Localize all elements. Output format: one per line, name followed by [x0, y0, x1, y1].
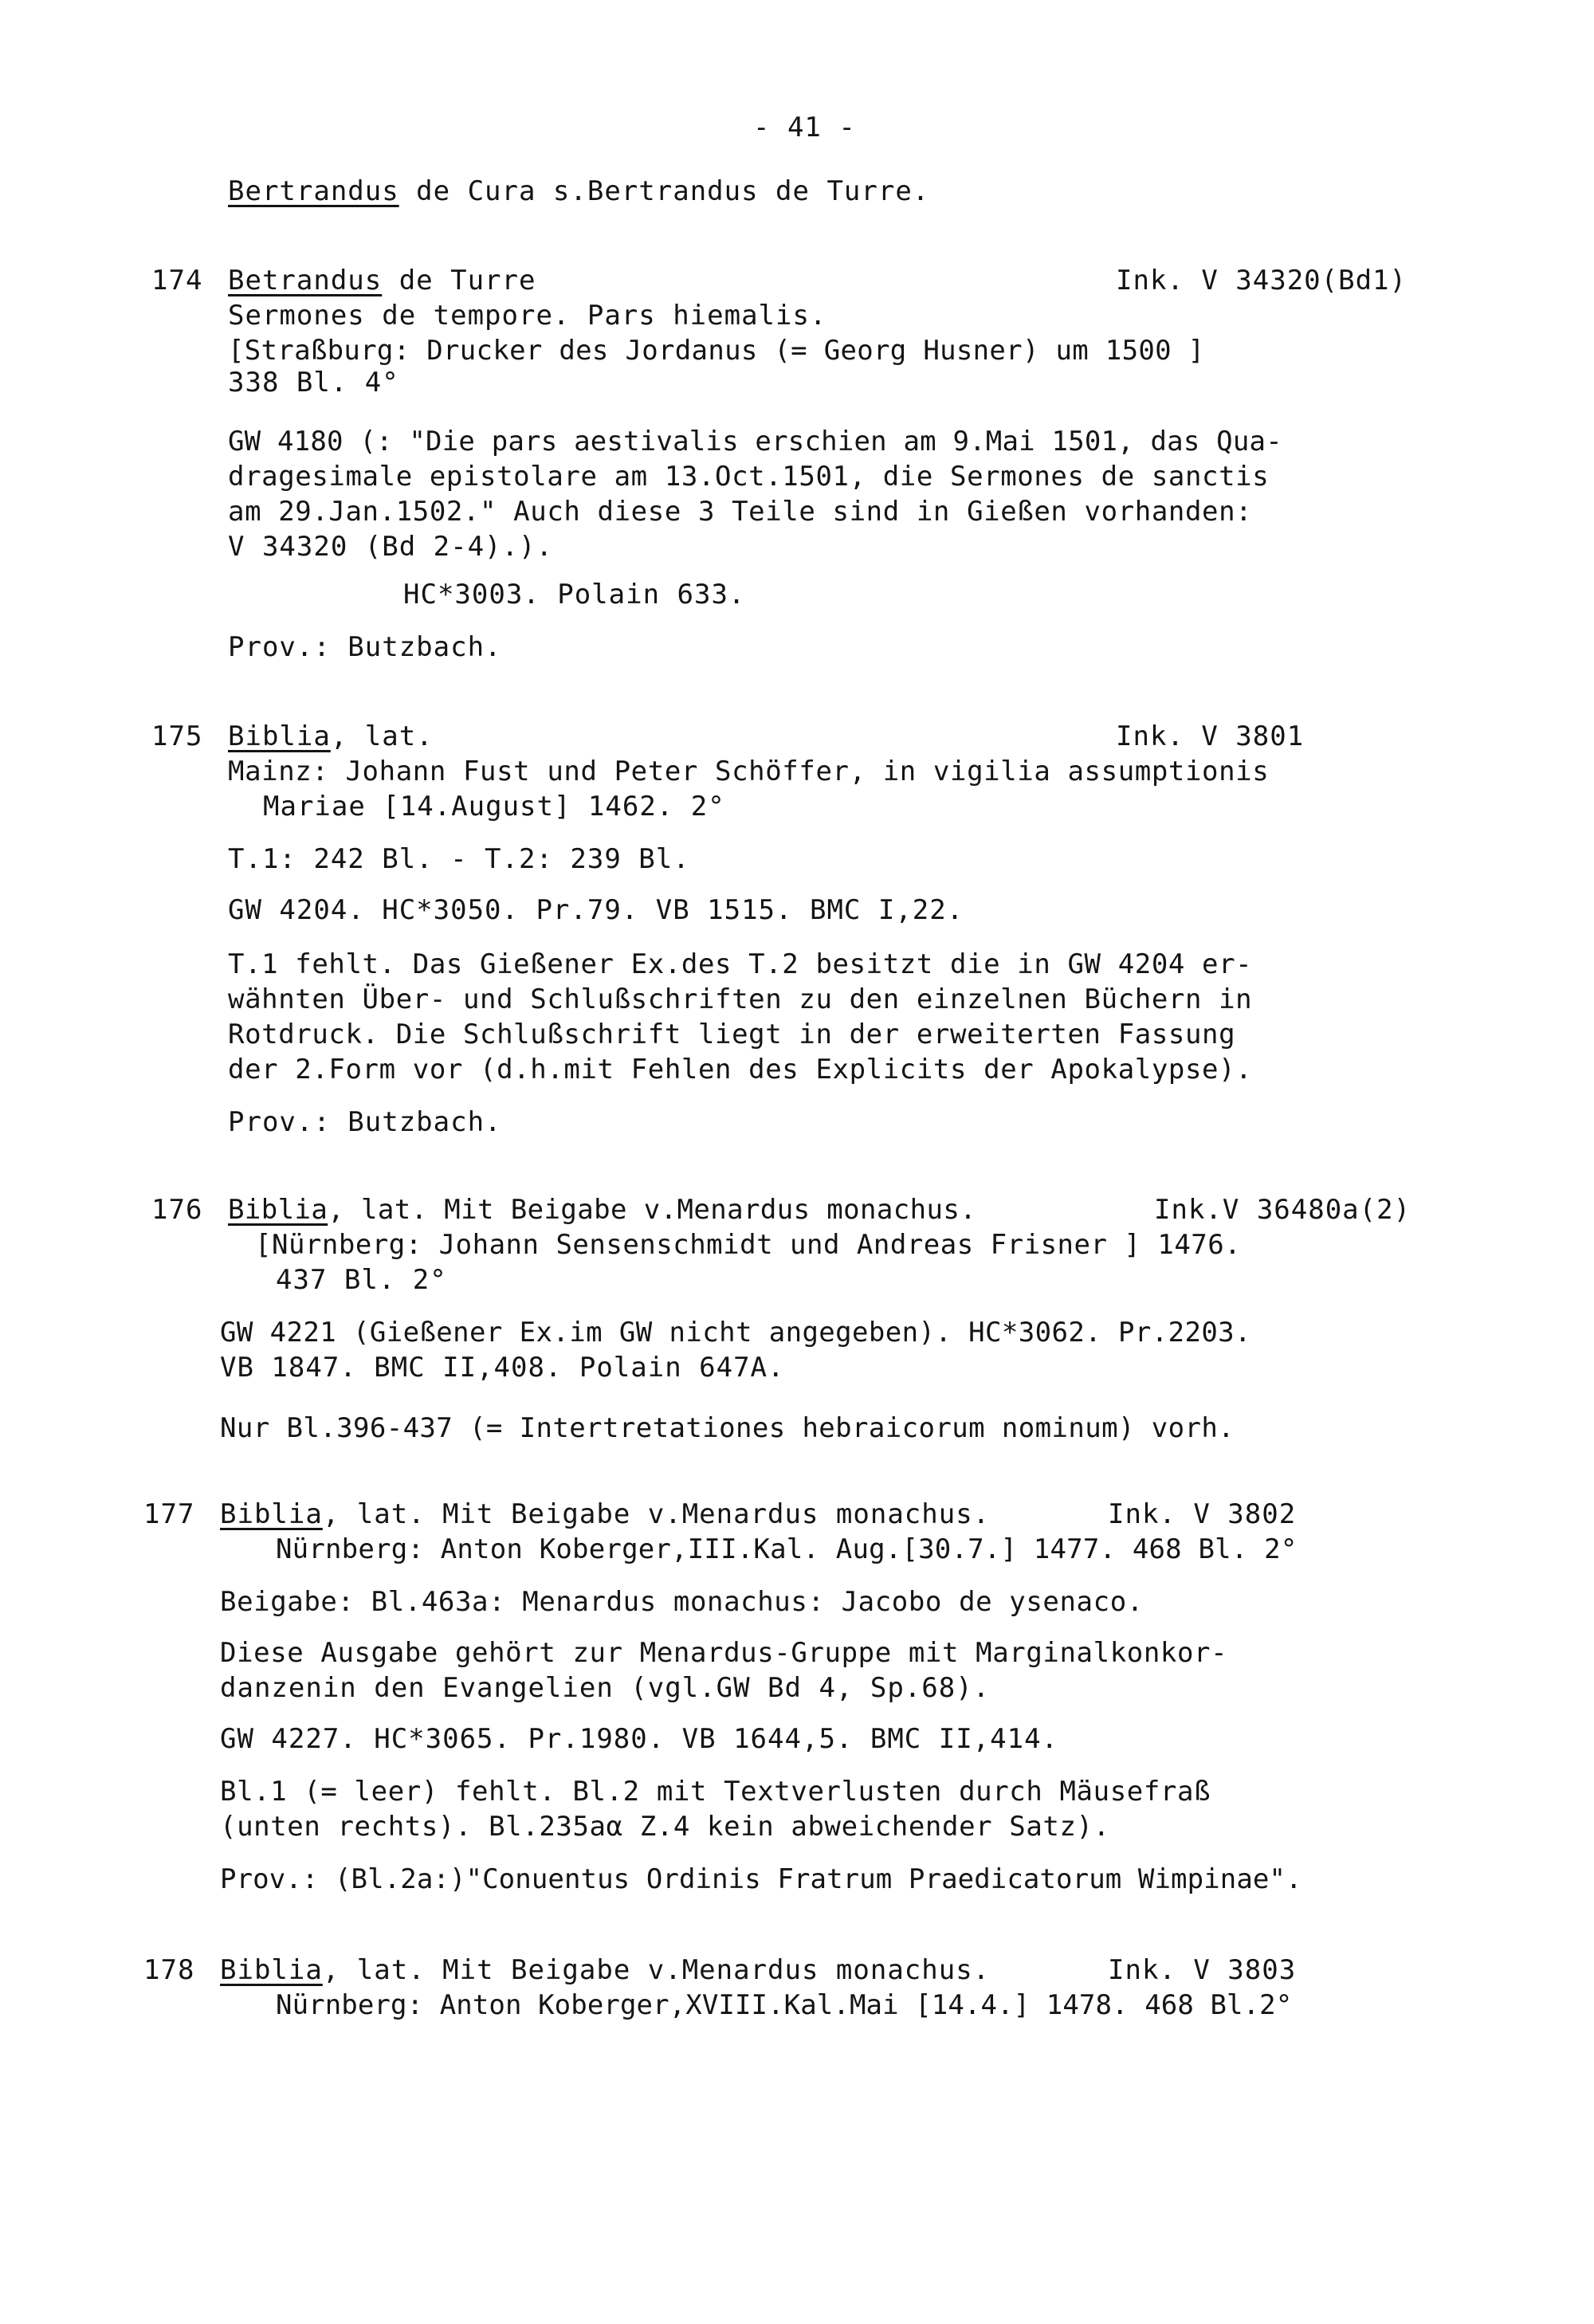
entry-line: Mariae [14.August] 1462. 2° — [263, 791, 725, 822]
entry-line: Rotdruck. Die Schlußschrift liegt in der erweiterten Fassung — [228, 1019, 1236, 1050]
entry-line: wähnten Über- und Schlußschriften zu den einzelnen Büchern in — [228, 983, 1253, 1015]
entry-line: GW 4180 (: "Die pars aestivalis erschien am 9.Mai 1501, das Qua- — [228, 426, 1282, 457]
entry-line: GW 4204. HC*3050. Pr.79. VB 1515. BMC I,22. — [228, 894, 964, 926]
entry-line: danzenin den Evangelien (vgl.GW Bd 4, Sp.68). — [220, 1672, 991, 1704]
entry-heading — [220, 1497, 990, 1532]
entry-number: 177 — [143, 1498, 195, 1530]
entry-line: GW 4227. HC*3065. Pr.1980. VB 1644,5. BMC II,414. — [220, 1723, 1059, 1755]
entry-shelfmark: Ink. V 3802 — [1108, 1498, 1297, 1530]
entry-line: am 29.Jan.1502." Auch diese 3 Teile sind in Gießen vorhanden: — [228, 496, 1253, 528]
entry-line: VB 1847. BMC II,408. Polain 647A. — [220, 1352, 785, 1384]
entry-title-rest: , lat. — [330, 720, 434, 752]
entry-line: V 34320 (Bd 2-4).). — [228, 531, 553, 563]
entry-line: Nürnberg: Anton Koberger,XVIII.Kal.Mai [14.4.] 1478. 468 Bl.2° — [276, 1989, 1293, 2021]
entry-line: (unten rechts). Bl.235aα Z.4 kein abweichender Satz). — [220, 1811, 1110, 1843]
entry-line: Sermones de tempore. Pars hiemalis. — [228, 300, 827, 332]
entry-author: Biblia — [228, 1194, 328, 1226]
entry-line: 338 Bl. 4° — [228, 367, 399, 398]
cross-reference-author: Bertrandus — [228, 175, 399, 207]
entry-line: [Straßburg: Drucker des Jordanus (= Georg Husner) um 1500 ] — [228, 335, 1205, 367]
entry-number: 175 — [151, 720, 203, 752]
entry-author: Biblia — [220, 1954, 323, 1986]
entry-line: Nur Bl.396-437 (= Intertretationes hebraicorum nominum) vorh. — [220, 1412, 1235, 1444]
entry-title-rest: , lat. Mit Beigabe v.Menardus monachus. — [322, 1954, 991, 1986]
entry-line: Beigabe: Bl.463a: Menardus monachus: Jacobo de ysenaco. — [220, 1586, 1144, 1618]
entry-line: GW 4221 (Gießener Ex.im GW nicht angegeben). HC*3062. Pr.2203. — [220, 1317, 1251, 1348]
entry-line: Prov.: Butzbach. — [228, 1106, 502, 1138]
entry-line: Prov.: Butzbach. — [228, 631, 502, 663]
entry-heading — [228, 263, 536, 298]
entry-number: 174 — [151, 265, 203, 296]
entry-shelfmark: Ink.V 36480a(2) — [1154, 1194, 1411, 1226]
cross-reference-rest: de Cura s.Bertrandus de Turre. — [398, 175, 930, 207]
entry-line: der 2.Form vor (d.h.mit Fehlen des Explicits der Apokalypse). — [228, 1054, 1253, 1085]
entry-title-rest: de Turre — [382, 265, 536, 296]
entry-author: Biblia — [228, 720, 331, 752]
entry-line: Mainz: Johann Fust und Peter Schöffer, in vigilia assumptionis — [228, 756, 1270, 787]
cross-reference-entry — [228, 174, 929, 209]
entry-shelfmark: Ink. V 34320(Bd1) — [1116, 265, 1407, 296]
entry-heading — [228, 1192, 976, 1227]
entry-title-rest: , lat. Mit Beigabe v.Menardus monachus. — [328, 1194, 977, 1226]
entry-number: 176 — [151, 1194, 203, 1226]
entry-line: T.1: 242 Bl. - T.2: 239 Bl. — [228, 843, 690, 875]
entry-title-rest: , lat. Mit Beigabe v.Menardus monachus. — [322, 1498, 991, 1530]
entry-line: Bl.1 (= leer) fehlt. Bl.2 mit Textverlusten durch Mäusefraß — [220, 1776, 1211, 1808]
page-number: - 41 - — [753, 112, 856, 143]
entry-line: T.1 fehlt. Das Gießener Ex.des T.2 besitzt die in GW 4204 er- — [228, 948, 1253, 980]
entry-author: Biblia — [220, 1498, 323, 1530]
entry-line: [Nürnberg: Johann Sensenschmidt und Andreas Frisner ] 1476. — [255, 1229, 1242, 1261]
entry-line: Diese Ausgabe gehört zur Menardus-Gruppe mit Marginalkonkor- — [220, 1637, 1228, 1669]
entry-line: dragesimale epistolare am 13.Oct.1501, die Sermones de sanctis — [228, 461, 1270, 493]
entry-line: 437 Bl. 2° — [276, 1264, 447, 1296]
entry-heading — [220, 1953, 990, 1988]
entry-line: Prov.: (Bl.2a:)"Conuentus Ordinis Fratrum Praedicatorum Wimpinae". — [220, 1863, 1302, 1895]
entry-number: 178 — [143, 1954, 195, 1986]
entry-author: Betrandus — [228, 265, 383, 296]
entry-shelfmark: Ink. V 3801 — [1116, 720, 1305, 752]
entry-line: HC*3003. Polain 633. — [403, 579, 746, 610]
entry-line: Nürnberg: Anton Koberger,III.Kal. Aug.[30.7.] 1477. 468 Bl. 2° — [276, 1533, 1298, 1565]
entry-heading — [228, 719, 434, 754]
entry-shelfmark: Ink. V 3803 — [1108, 1954, 1297, 1986]
